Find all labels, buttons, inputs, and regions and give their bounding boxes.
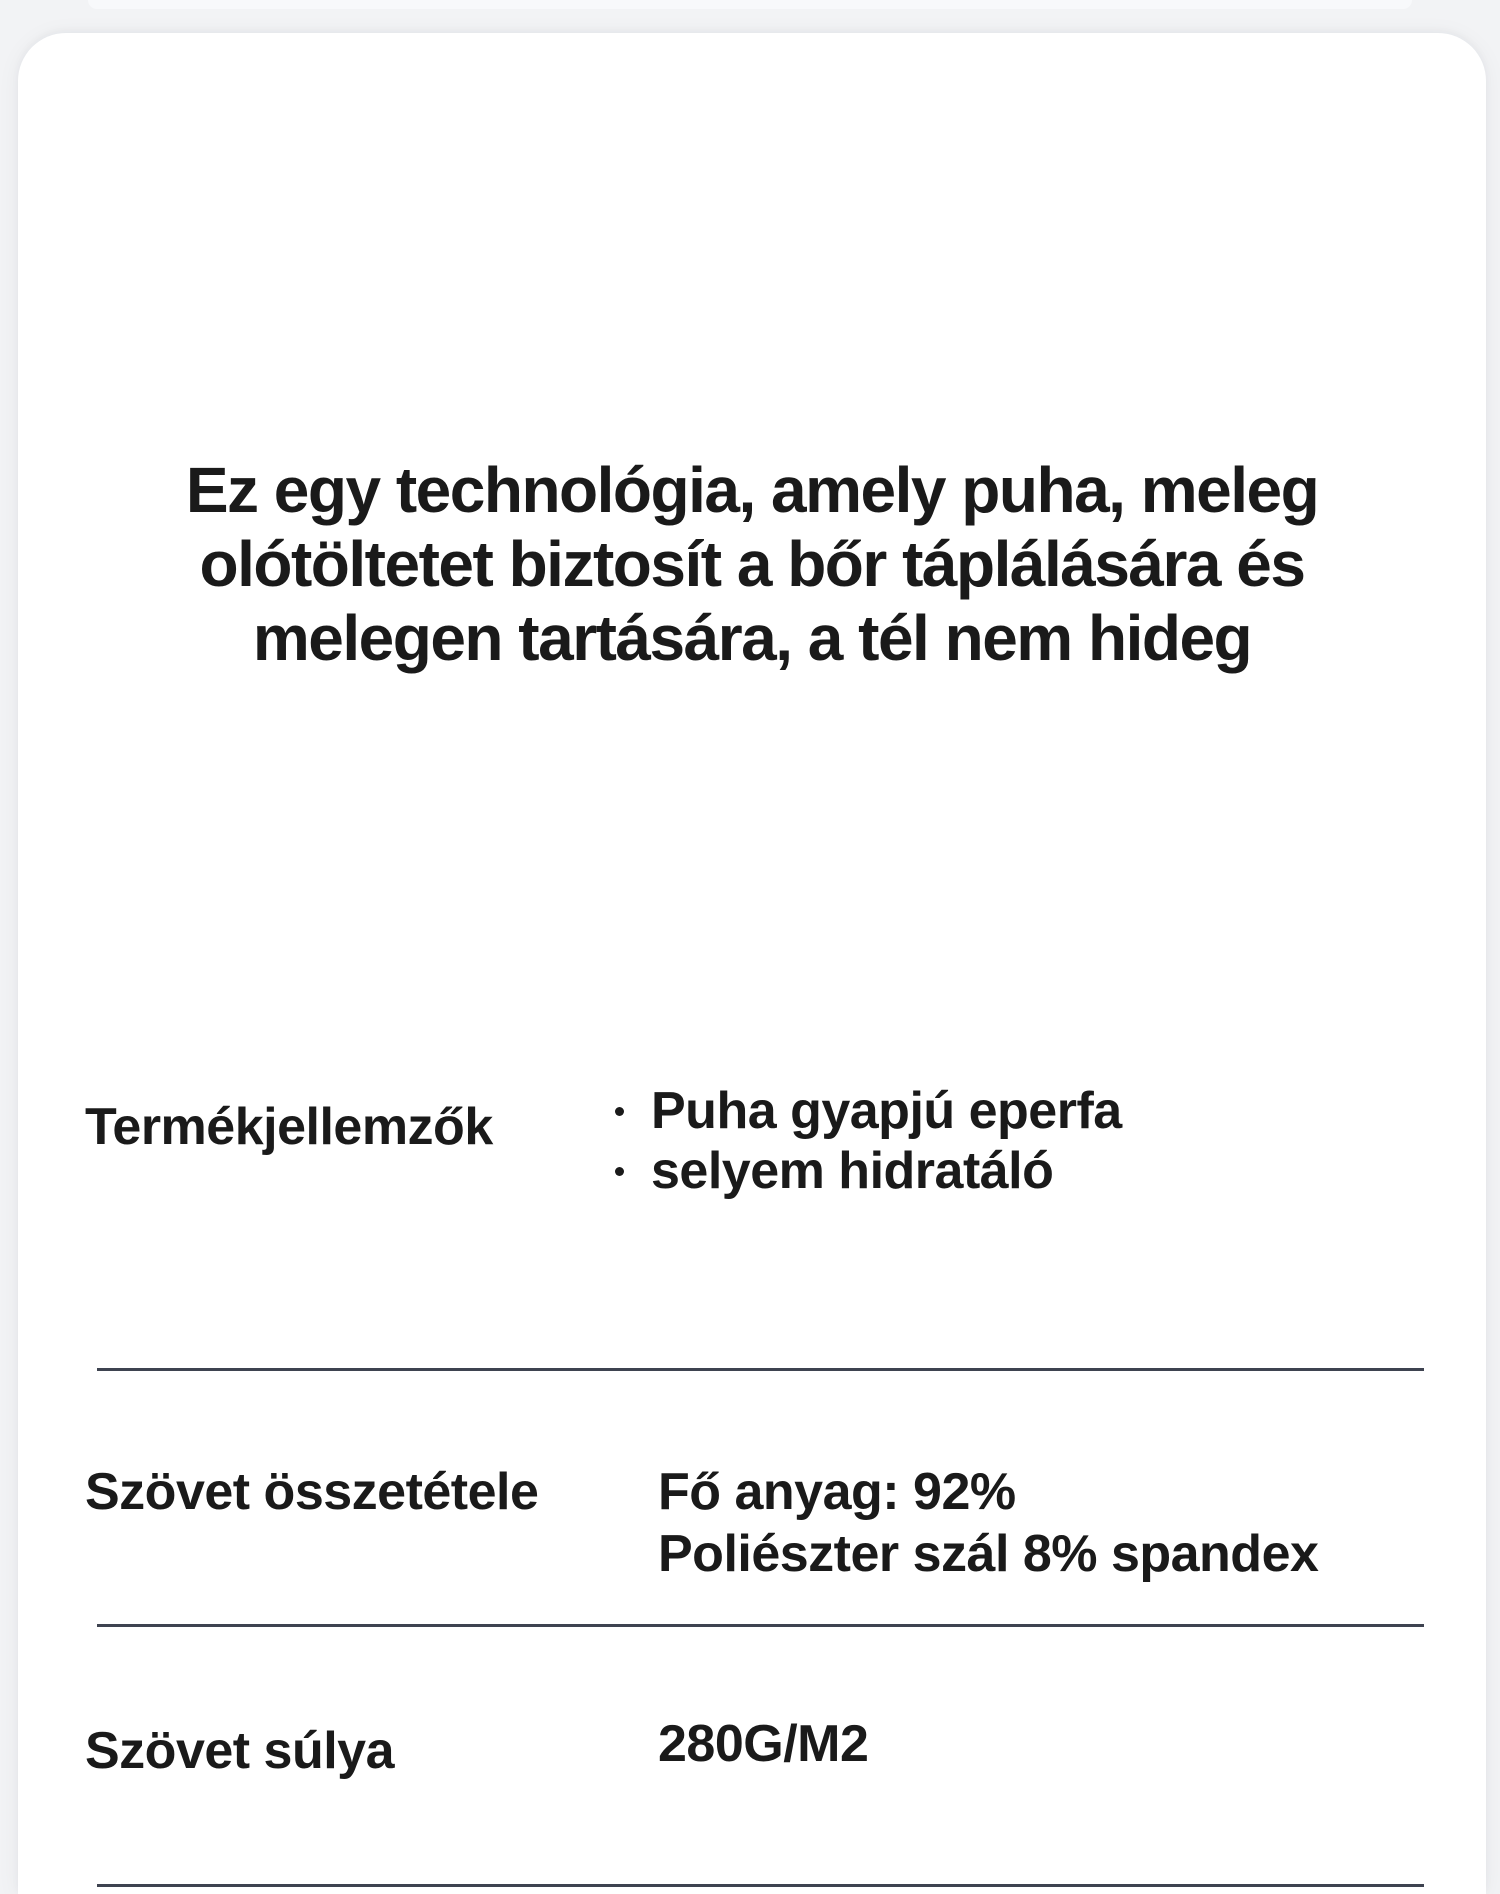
section-label-fabric-weight: Szövet súlya: [85, 1722, 395, 1780]
bullet-icon: [615, 1107, 624, 1116]
feature-list: [615, 1081, 1122, 1201]
product-detail-card: [18, 33, 1486, 1894]
section-label-product-features: Termékjellemzők: [85, 1098, 493, 1156]
headline-line-3: melegen tartására, a tél nem hideg: [252, 602, 1252, 674]
divider: [97, 1624, 1424, 1627]
feature-text: Puha gyapjú eperfa: [651, 1082, 1122, 1140]
fabric-composition-line-2: Poliészter szál 8% spandex: [658, 1525, 1319, 1583]
feature-text: selyem hidratáló: [651, 1142, 1054, 1200]
fabric-composition-line-1: Fő anyag: 92%: [658, 1463, 1016, 1521]
list-item: [615, 1141, 1122, 1201]
previous-section-edge: [88, 0, 1412, 9]
bullet-icon: [615, 1167, 624, 1176]
headline-line-1: Ez egy technológia, amely puha, meleg: [185, 454, 1319, 526]
list-item: [615, 1081, 1122, 1141]
headline-line-2: olótöltetet biztosít a bőr táplálására és: [199, 528, 1305, 600]
fabric-weight-line-1: 280G/M2: [658, 1715, 869, 1773]
divider: [97, 1368, 1424, 1371]
divider: [97, 1884, 1424, 1887]
fabric-weight-value: [658, 1714, 868, 1774]
product-headline: [18, 453, 1486, 675]
section-label-fabric-composition: Szövet összetétele: [85, 1463, 539, 1521]
fabric-composition-value: [658, 1461, 1318, 1585]
